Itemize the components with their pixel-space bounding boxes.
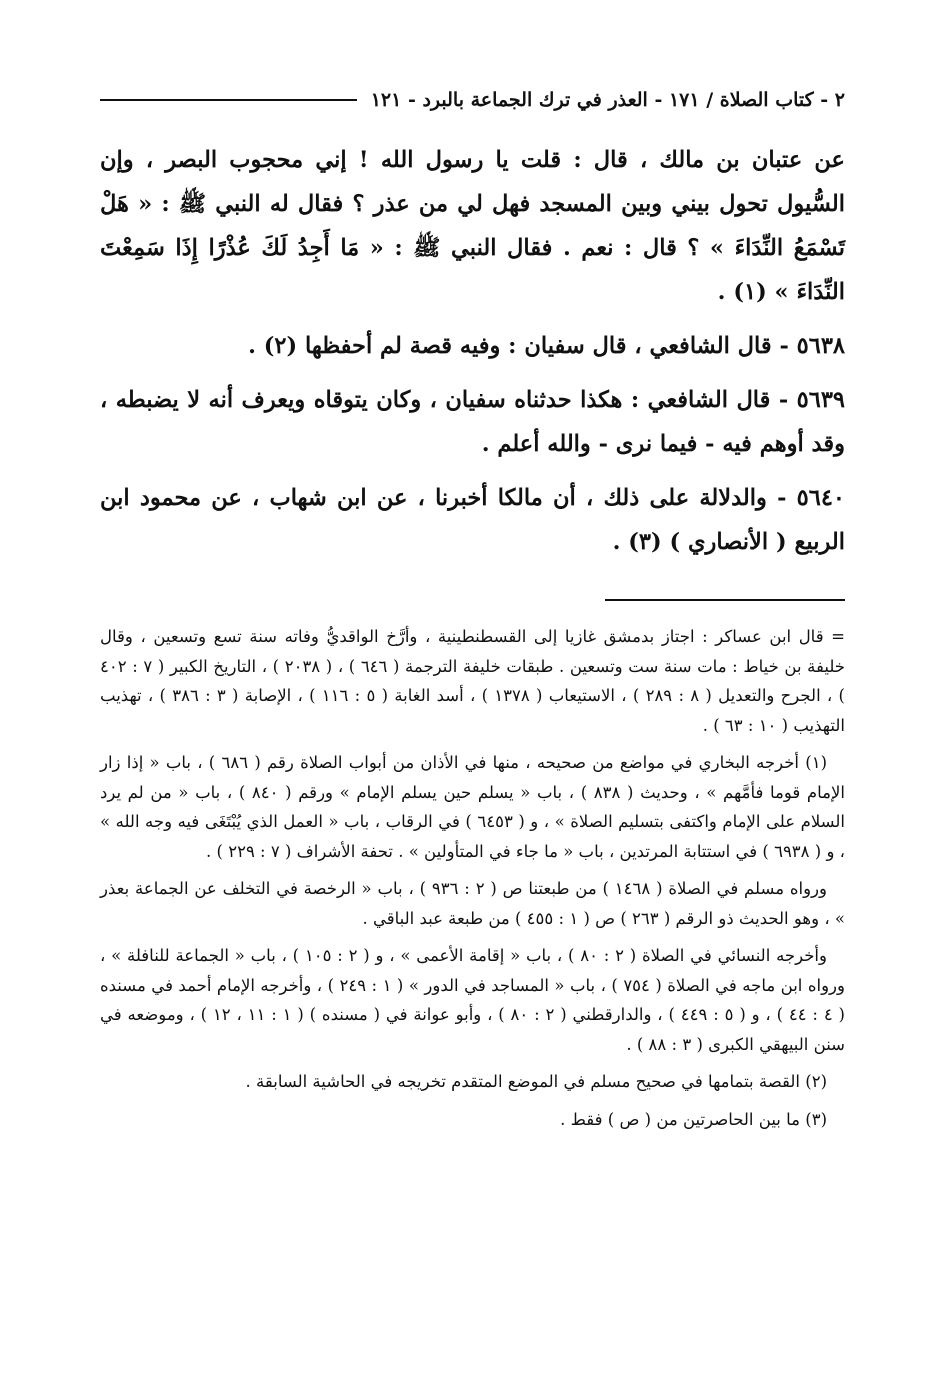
footnote-separator	[605, 599, 845, 601]
numbered-paragraph-5639: ٥٦٣٩ - قال الشافعي : هكذا حدثناه سفيان ، وكان يتوقاه ويعرف أنه لا يضبطه ، وقد أوهم فيه - فيما نرى - والله أعلم .	[100, 387, 845, 457]
header-rule	[100, 99, 357, 101]
footnote-3: (٣) ما بين الحاصرتين من ( ص ) فقط .	[560, 1109, 827, 1129]
footnotes	[100, 622, 845, 1142]
footnote-1-muslim: ورواه مسلم في الصلاة ( ١٤٦٨ ) من طبعتنا ص ( ٢ : ٩٣٦ ) ، باب « الرخصة في التخلف عن الجماعة بعذر » ، وهو الحديث ذو الرقم ( ٢٦٣ ) ص ( ١ : ٤٥٥ ) من طبعة عبد الباقي .	[100, 879, 845, 928]
running-header	[100, 82, 845, 118]
header-title: ٢ - كتاب الصلاة / ١٧١ - العذر في ترك الجماعة بالبرد - ١٢١	[370, 89, 845, 111]
footnote-1-nasai: وأخرجه النسائي في الصلاة ( ٢ : ٨٠ ) ، باب « إقامة الأعمى » ، و ( ٢ : ١٠٥ ) ، باب « الجماعة للنافلة » ، ورواه ابن ماجه في الصلاة ( ٧٥٤ ) ، باب « المساجد في الدور » ( ١ : ٢٤٩ ) ، وأخرجه الإمام أحمد في مسنده ( ٤ : ٤٤ ) ، و ( ٥ : ٤٤٩ ) ، والدارقطني ( ٢ : ٨٠ ) ، وأبو عوانة في ( مسنده ) ( ١ : ١١ ، ١٢ ) ، وموضعه في سنن البيهقي الكبرى ( ٣ : ٨٨ ) .	[100, 946, 845, 1054]
numbered-paragraph-5640: ٥٦٤٠ - والدلالة على ذلك ، أن مالكا أخبرنا ، عن ابن شهاب ، عن محمود ابن الربيع ( الأنصاري ) (٣) .	[100, 485, 845, 555]
footnote-continuation: = قال ابن عساكر : اجتاز بدمشق غازيا إلى القسطنطينية ، وأرَّخ الواقديُّ وفاته سنة تسع وتسعين ، وقال خليفة بن خياط : مات سنة ست وتسعين . طبقات خليفة الترجمة ( ٦٤٦ ) ، ( ٢٠٣٨ ) ، التاريخ الكبير ( ٧ : ٤٠٢ ) ، الجرح والتعديل ( ٨ : ٢٨٩ ) ، الاستيعاب ( ١٣٧٨ ) ، أسد الغابة ( ٥ : ١١٦ ) ، الإصابة ( ٣ : ٣٨٦ ) ، تهذيب التهذيب ( ١٠ : ٦٣ ) .	[100, 627, 845, 735]
numbered-paragraph-5638: ٥٦٣٨ - قال الشافعي ، قال سفيان : وفيه قصة لم أحفظها (٢) .	[248, 333, 845, 359]
hadith-paragraph: عن عتبان بن مالك ، قال : قلت يا رسول الله ! إني محجوب البصر ، وإن السُّيول تحول بيني وبين المسجد فهل لي من عذر ؟ فقال له النبي ﷺ : « هَلْ تَسْمَعُ النِّدَاءَ » ؟ قال : نعم . فقال النبي ﷺ : « مَا أَجِدُ لَكَ عُذْرًا إِذَا سَمِعْتَ النِّدَاءَ » (١) .	[100, 147, 845, 305]
footnote-1: (١) أخرجه البخاري في مواضع من صحيحه ، منها في الأذان من أبواب الصلاة رقم ( ٦٨٦ ) ، باب « إذا زار الإمام قوما فأمَّهم » ، وحديث ( ٨٣٨ ) ، باب « يسلم حين يسلم الإمام » ورقم ( ٨٤٠ ) ، باب « من لم يرد السلام على الإمام واكتفى بتسليم الصلاة » ، و ( ٦٤٥٣ ) في الرقاب ، باب « العمل الذي يُبْتَغَى فيه وجه الله » ، و ( ٦٩٣٨ ) في استتابة المرتدين ، باب « ما جاء في المتأولين » . تحفة الأشراف ( ٧ : ٢٢٩ ) .	[100, 753, 845, 861]
main-text	[100, 138, 845, 574]
footnote-2: (٢) القصة بتمامها في صحيح مسلم في الموضع المتقدم تخريجه في الحاشية السابقة .	[245, 1072, 827, 1091]
